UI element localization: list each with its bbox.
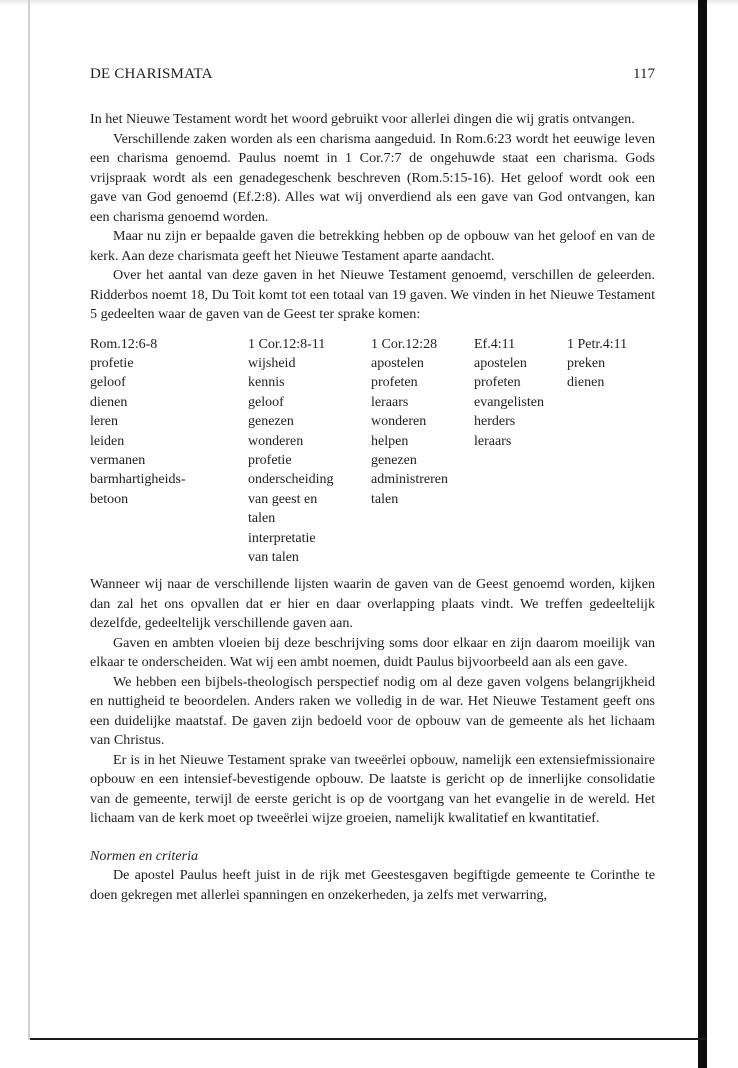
gift-item: wonderen bbox=[248, 433, 304, 449]
gift-item: helpen bbox=[371, 433, 409, 449]
gift-item: apostelen bbox=[474, 355, 527, 371]
gift-list bbox=[90, 354, 248, 567]
gift-item: herders bbox=[474, 414, 516, 430]
gift-list bbox=[474, 354, 567, 567]
column-reference: Ef.4:11 bbox=[474, 336, 516, 352]
gift-item: talen bbox=[248, 511, 276, 527]
gift-item: genezen bbox=[371, 452, 417, 468]
gift-item: betoon bbox=[90, 491, 129, 507]
gift-item: interpretatie bbox=[248, 530, 316, 546]
column-reference: 1 Petr.4:11 bbox=[567, 336, 628, 352]
scan-bottom-border bbox=[30, 1038, 706, 1040]
gifts-table bbox=[90, 335, 655, 568]
column-reference: 1 Cor.12:8-11 bbox=[248, 336, 326, 352]
gift-item: barmhartigheids- bbox=[90, 472, 186, 488]
paragraph: Wanneer wij naar de verschillende lijsten waarin de gaven van de Geest genoemd worden, kijken dan zal het ons opvallen dat er hier en daar overlapping plaats vindt. We treffen gedeeltelijk dezelfde, gedeeltelijk verschillende gaven aan. bbox=[90, 576, 655, 632]
section-heading: Normen en criteria bbox=[90, 847, 199, 864]
paragraph: De apostel Paulus heeft juist in de rijk met Geestesgaven begiftigde gemeente te Corinthe te doen gekregen met allerlei spanningen en onzekerheden, ja zelfs met verwarring, bbox=[90, 867, 655, 903]
gift-item: geloof bbox=[90, 375, 126, 391]
running-header bbox=[90, 66, 655, 86]
table-row bbox=[90, 354, 655, 567]
gift-item: onderscheiding bbox=[248, 472, 334, 488]
gift-item: preken bbox=[567, 355, 606, 371]
gift-item: profeten bbox=[474, 375, 521, 391]
gift-item: van geest en bbox=[248, 491, 318, 507]
gift-item: wonderen bbox=[371, 414, 427, 430]
gift-item: talen bbox=[371, 491, 399, 507]
gift-item: leiden bbox=[90, 433, 125, 449]
gift-item: wijsheid bbox=[248, 355, 296, 371]
gift-item: vermanen bbox=[90, 452, 146, 468]
scan-right-border bbox=[698, 0, 707, 1068]
paragraph: Er is in het Nieuwe Testament sprake van tweeërlei opbouw, namelijk een extensiefmissionaire opbouw en een intensief-bevestigende opbouw. De laatste is gericht op de innerlijke consolidatie van de gemeente, terwijl de eerste gericht is op de voortgang van het evangelie in de wereld. Het lichaam van de kerk moet op tweeërlei wijze groeien, namelijk kwalitatief en kwantitatief. bbox=[90, 751, 655, 827]
page-left-edge bbox=[28, 0, 30, 1040]
table-header-row bbox=[90, 335, 655, 354]
page-top-shadow bbox=[0, 0, 738, 6]
paragraph: Verschillende zaken worden als een charisma aangeduid. In Rom.6:23 wordt het eeuwige leven een charisma genoemd. Paulus noemt in 1 Cor.7:7 de ongehuwde staat een charisma. Gods vrijspraak wordt als een genadegeschenk beschreven (Rom.5:15-16). Het geloof wordt ook een gave van God genoemd (Ef.2:8). Alles wat wij onverdiend als een gave van God ontvangen, kan een charisma genoemd worden. bbox=[90, 130, 655, 225]
paragraph: We hebben een bijbels-theologisch perspectief nodig om al deze gaven volgens belangrijkheid en nuttigheid te beoordelen. Anders raken we volledig in de war. Het Nieuwe Testament geeft ons een duidelijke maatstaf. De gaven zijn bedoeld voor de opbouw van de gemeente als het lichaam van Christus. bbox=[90, 673, 655, 749]
gift-item: genezen bbox=[248, 414, 294, 430]
paragraph: Over het aantal van deze gaven in het Nieuwe Testament genoemd, verschillen de geleerden. Ridderbos noemt 18, Du Toit komt tot een totaal van 19 gaven. We vinden in het Nieuwe Testament 5 gedeelten waar de gaven van de Geest ter sprake komen: bbox=[90, 267, 655, 322]
column-reference: Rom.12:6-8 bbox=[90, 336, 158, 352]
chapter-title: DE CHARISMATA bbox=[90, 66, 213, 82]
gift-item: geloof bbox=[248, 394, 284, 410]
gift-item: apostelen bbox=[371, 355, 424, 371]
gift-list bbox=[567, 354, 655, 567]
gift-item: dienen bbox=[567, 375, 605, 391]
gift-item: dienen bbox=[90, 394, 128, 410]
paragraph: Gaven en ambten vloeien bij deze beschrijving soms door elkaar en zijn daarom moeilijk van elkaar te onderscheiden. Wat wij een ambt noemen, duidt Paulus bijvoorbeeld aan als een gave. bbox=[90, 634, 655, 671]
gift-item: van talen bbox=[248, 549, 299, 565]
page-number: 117 bbox=[633, 66, 655, 82]
paragraph: In het Nieuwe Testament wordt het woord gebruikt voor allerlei dingen die wij gratis ontvangen. bbox=[90, 111, 635, 127]
gift-item: profetie bbox=[90, 355, 134, 371]
gift-list bbox=[248, 354, 371, 567]
gift-item: leraars bbox=[474, 433, 512, 449]
gift-item: profetie bbox=[248, 452, 292, 468]
gift-item: evangelisten bbox=[474, 394, 544, 410]
gift-item: leren bbox=[90, 414, 118, 430]
gift-item: administreren bbox=[371, 472, 448, 488]
gift-list bbox=[371, 354, 474, 567]
gift-item: kennis bbox=[248, 375, 285, 391]
page-body bbox=[90, 110, 655, 905]
column-reference: 1 Cor.12:28 bbox=[371, 336, 438, 352]
gift-item: profeten bbox=[371, 375, 418, 391]
gift-item: leraars bbox=[371, 394, 409, 410]
paragraph: Maar nu zijn er bepaalde gaven die betrekking hebben op de opbouw van het geloof en van de kerk. Aan deze charismata geeft het Nieuwe Testament aparte aandacht. bbox=[90, 228, 655, 264]
